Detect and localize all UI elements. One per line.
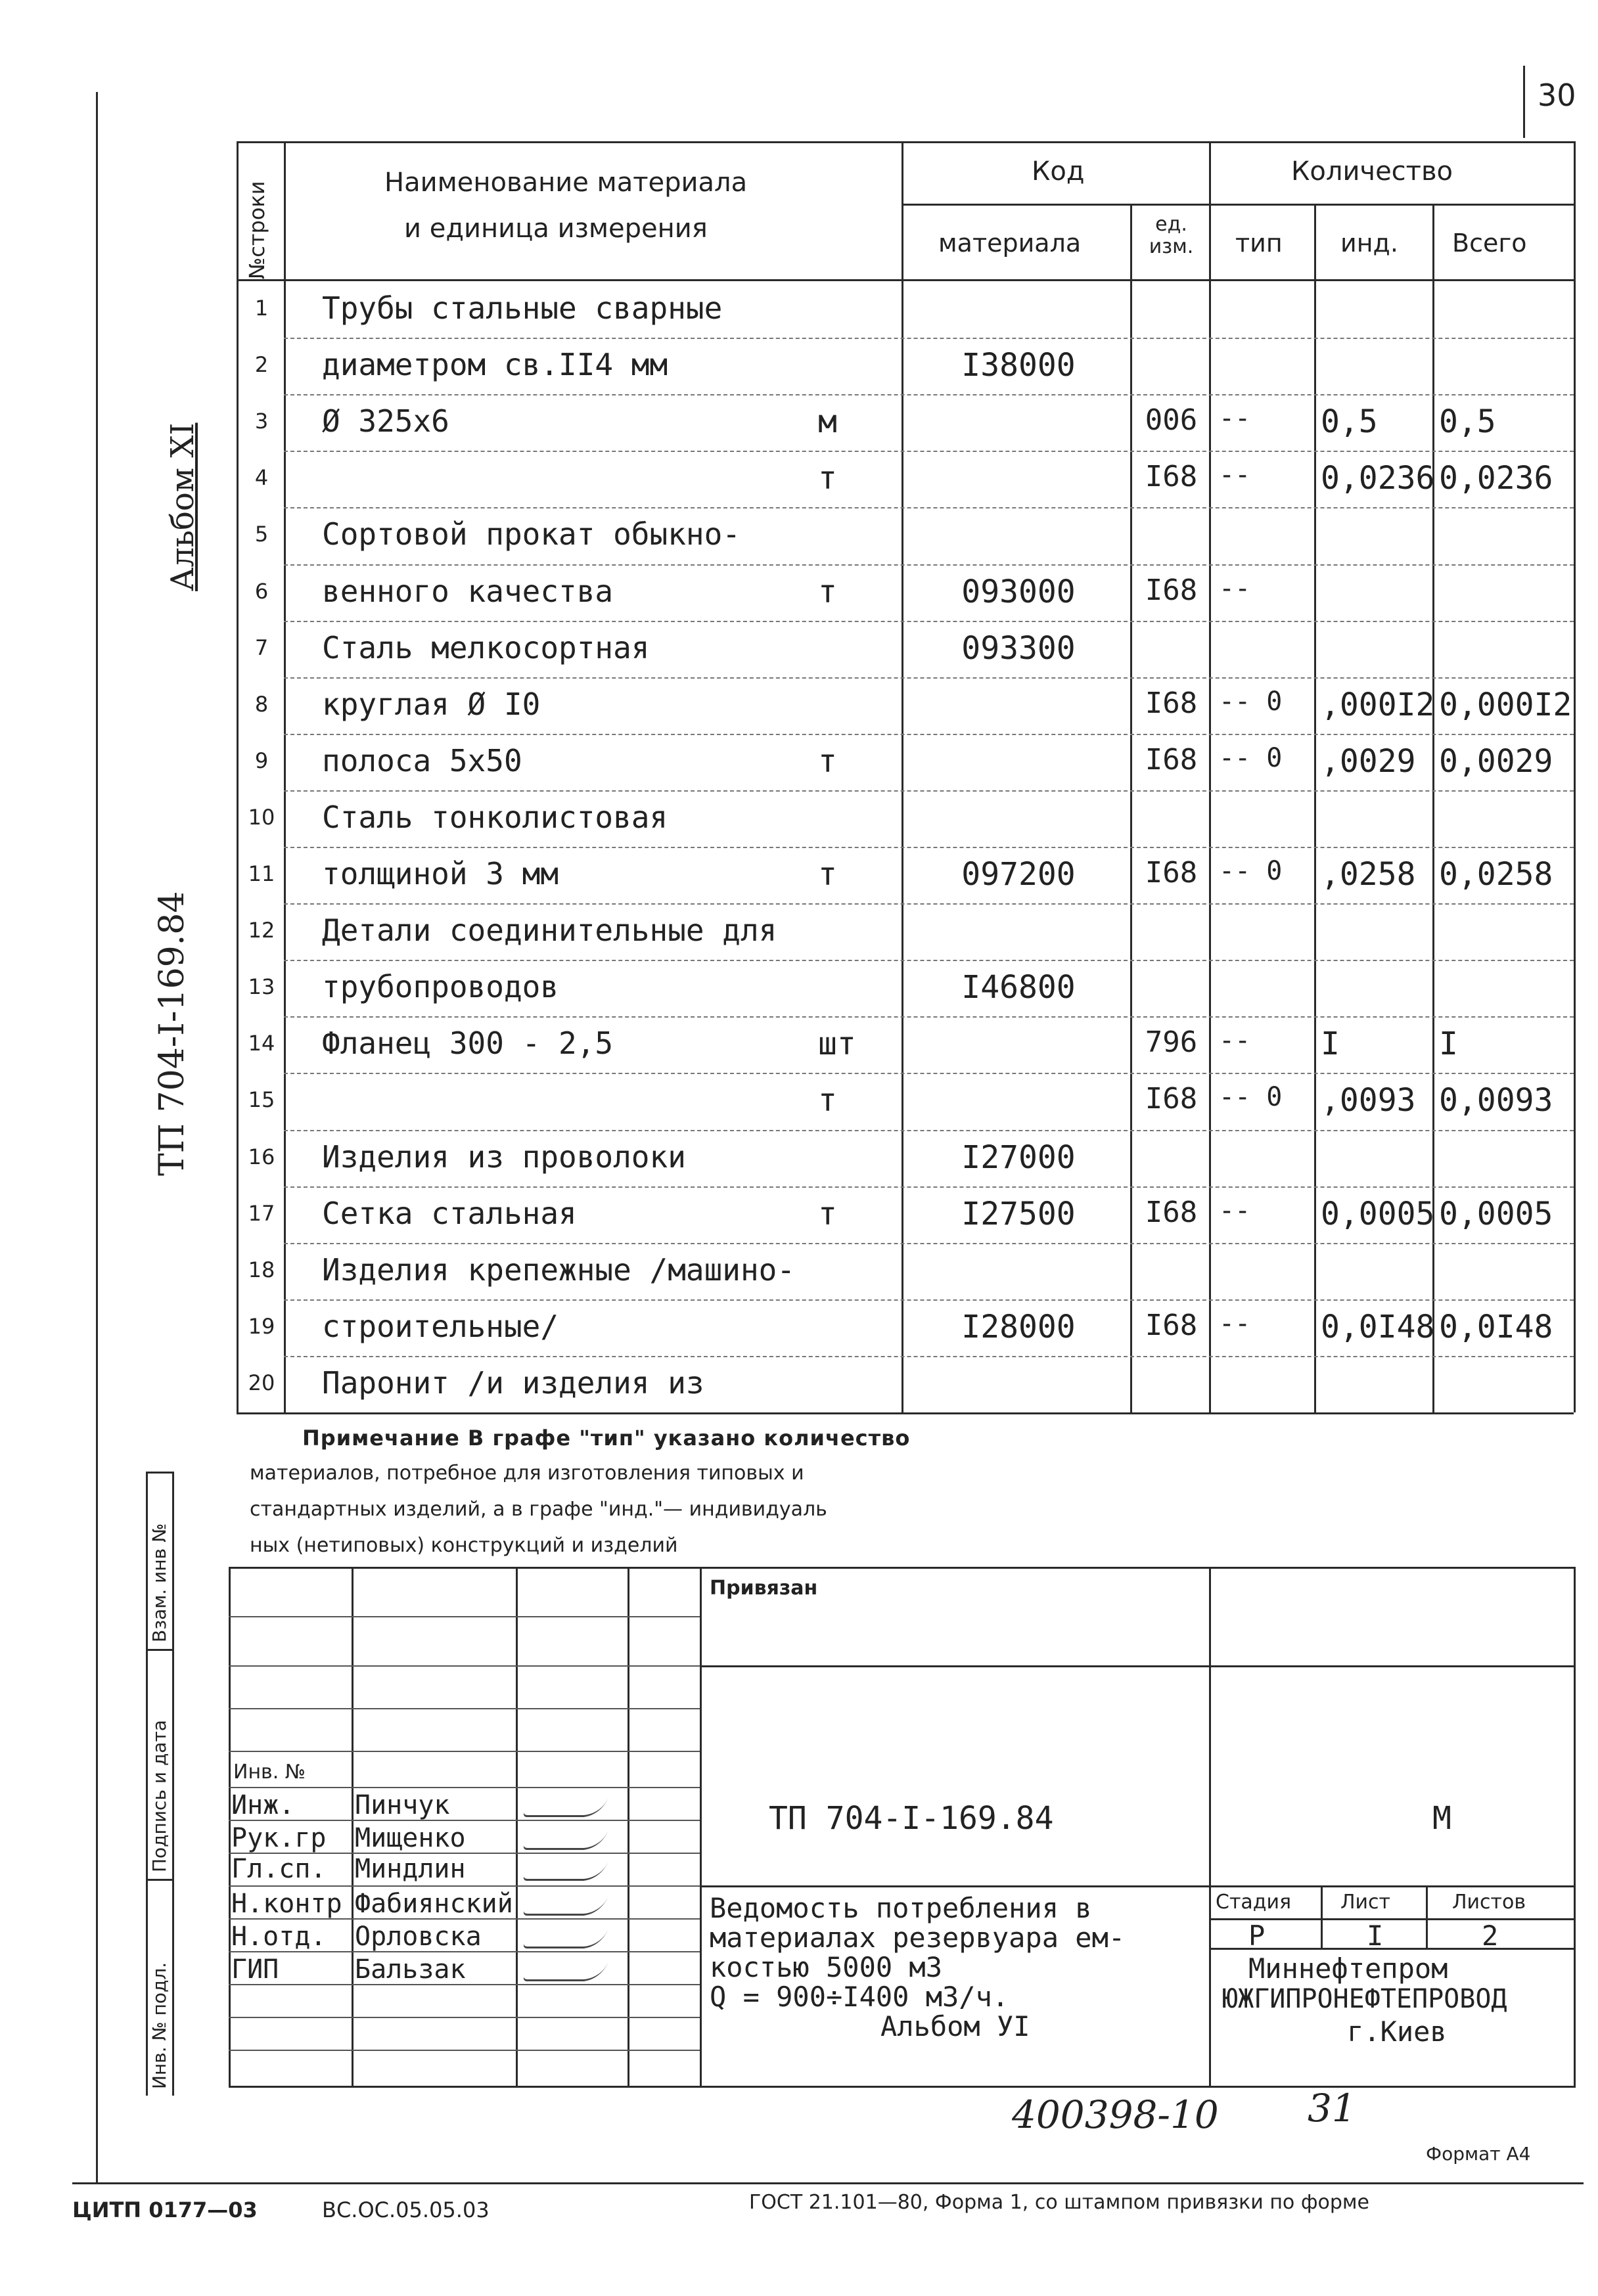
stamp-doc-code: ТП 704-I-169.84 xyxy=(769,1800,1054,1837)
signature xyxy=(522,1831,608,1850)
row-unit-code: 796 xyxy=(1145,1025,1198,1060)
row-name: Трубы стальные сварные xyxy=(322,290,723,326)
stamp-role: Н.отд. xyxy=(231,1922,327,1952)
row-qty-ind: ,0093 xyxy=(1321,1082,1416,1119)
row-qty-ind: ,000I2 xyxy=(1321,686,1435,723)
row-name: диаметром св.II4 мм xyxy=(322,347,668,383)
stadiya-value: Р xyxy=(1248,1920,1266,1952)
stamp-role: Рук.гр xyxy=(231,1823,327,1853)
row-material-code: I46800 xyxy=(961,969,1076,1006)
org-line2: ЮЖГИПРОНЕФТЕПРОВОД xyxy=(1222,1984,1507,2014)
note-line4: ных (нетиповых) конструкций и изделий xyxy=(250,1534,678,1557)
row-name: трубопроводов xyxy=(322,969,559,1005)
qty-type-header: тип xyxy=(1235,229,1283,258)
row-unit-code: I68 xyxy=(1145,1195,1198,1229)
qty-ind-header: инд. xyxy=(1340,229,1398,258)
privyazan-label: Привязан xyxy=(710,1577,818,1600)
row-number: 10 xyxy=(248,804,275,830)
row-qty-total: 0,000I2 xyxy=(1439,686,1572,723)
row-name: Детали соединительные для xyxy=(322,912,777,949)
row-unit: т xyxy=(818,1082,837,1119)
stamp-role: Гл.сп. xyxy=(231,1854,327,1884)
row-unit: т xyxy=(818,1195,837,1232)
frame-left xyxy=(96,92,98,2184)
doc-title-line4: Q = 900÷I400 м3/ч. xyxy=(710,1981,1009,2013)
row-number: 14 xyxy=(248,1031,275,1056)
row-number: 6 xyxy=(254,578,269,604)
row-qty-type: -- 0 xyxy=(1219,1082,1283,1113)
stamp-person-name: Фабиянский xyxy=(355,1889,513,1919)
handwritten-archive-number: 400398-10 xyxy=(1012,2092,1219,2137)
row-number: 5 xyxy=(254,522,269,547)
signature xyxy=(522,1798,608,1817)
row-unit-code: 006 xyxy=(1145,403,1198,438)
row-qty-ind: ,0258 xyxy=(1321,856,1416,893)
row-name: Изделия из проволоки xyxy=(322,1138,686,1175)
row-material-code: I28000 xyxy=(961,1308,1076,1345)
row-name: Изделия крепежные /машино- xyxy=(322,1251,796,1288)
row-qty-total: 0,0258 xyxy=(1439,856,1553,893)
row-number: 20 xyxy=(248,1370,275,1395)
row-qty-total: 0,0005 xyxy=(1439,1195,1553,1232)
row-unit-code: I68 xyxy=(1145,460,1198,494)
footer-code-1: ЦИТП 0177—03 xyxy=(72,2197,258,2222)
row-number: 12 xyxy=(248,918,275,943)
row-number: 16 xyxy=(248,1144,275,1169)
row-qty-total: 0,0093 xyxy=(1439,1082,1553,1119)
album-side-label: Альбом XI xyxy=(164,422,201,591)
row-qty-total: 0,5 xyxy=(1439,403,1496,441)
row-qty-type: -- xyxy=(1219,460,1251,491)
code-unit-header: ед. изм. xyxy=(1149,213,1194,258)
doc-title-line3: костью 5000 м3 xyxy=(710,1951,943,1983)
code-header: Код xyxy=(1032,156,1085,187)
list-label: Лист xyxy=(1340,1891,1391,1914)
row-name: Сталь мелкосортная xyxy=(322,629,650,665)
signature xyxy=(522,1962,608,1981)
row-qty-type: -- xyxy=(1219,1195,1251,1226)
stamp-role: Инж. xyxy=(231,1790,295,1820)
format-label: Формат А4 xyxy=(1426,2143,1531,2165)
row-qty-ind: I xyxy=(1321,1025,1340,1063)
row-name: Паронит /и изделия из xyxy=(322,1364,704,1401)
signature xyxy=(522,1897,608,1916)
note-line2: материалов, потребное для изготовления типовых и xyxy=(250,1462,804,1485)
row-unit-code: I68 xyxy=(1145,686,1198,720)
doc-title-line2: материалах резервуара ем- xyxy=(710,1922,1126,1954)
row-number: 18 xyxy=(248,1257,275,1282)
doc-title-line1: Ведомость потребления в xyxy=(710,1892,1092,1924)
row-qty-ind: 0,0005 xyxy=(1321,1195,1435,1232)
row-number: 13 xyxy=(248,974,275,1000)
stamp-role: Н.контр xyxy=(231,1889,342,1919)
stadiya-label: Стадия xyxy=(1216,1891,1292,1914)
footer-gost: ГОСТ 21.101—80, Форма 1, со штампом привязки по форме xyxy=(749,2191,1369,2214)
row-unit: шт xyxy=(818,1025,856,1063)
row-name: Сталь тонколистовая xyxy=(322,799,668,835)
row-number: 8 xyxy=(254,691,269,717)
row-qty-ind: 0,0I48 xyxy=(1321,1308,1435,1345)
row-number: 19 xyxy=(248,1313,275,1339)
quantity-header: Количество xyxy=(1291,156,1453,187)
row-material-code: 097200 xyxy=(961,856,1076,893)
row-unit-code: I68 xyxy=(1145,742,1198,777)
row-name: Фланец 300 - 2,5 xyxy=(322,1025,614,1062)
note-line1: Примечание В графе "тип" указано количество xyxy=(302,1426,911,1451)
row-qty-total: 0,0236 xyxy=(1439,460,1553,497)
row-qty-type: -- 0 xyxy=(1219,742,1283,773)
vzam-label: Взам. инв № xyxy=(148,1523,170,1642)
row-unit: т xyxy=(818,460,837,497)
page-number: 30 xyxy=(1538,78,1576,113)
handwritten-page-number: 31 xyxy=(1308,2086,1356,2130)
inv-no-label: Инв. № xyxy=(233,1761,306,1784)
row-number: 1 xyxy=(254,296,269,321)
row-material-code: 093300 xyxy=(961,629,1076,667)
row-unit: м xyxy=(818,403,837,441)
row-name: венного качества xyxy=(322,573,614,609)
row-number: 7 xyxy=(254,635,269,660)
row-unit-code: I68 xyxy=(1145,1308,1198,1342)
row-name: полоса 5х50 xyxy=(322,742,522,778)
row-number: 11 xyxy=(248,861,275,886)
row-number: 2 xyxy=(254,352,269,378)
row-unit-code: I68 xyxy=(1145,573,1198,607)
stamp-person-name: Миндлин xyxy=(355,1854,466,1884)
name-header-line1: Наименование материала xyxy=(384,168,748,198)
org-line1: Миннефтепром xyxy=(1248,1952,1448,1985)
row-number: 4 xyxy=(254,465,269,491)
doc-code-side: ТП 704-I-169.84 xyxy=(152,891,192,1176)
listov-value: 2 xyxy=(1482,1920,1499,1952)
row-material-code: 093000 xyxy=(961,573,1076,610)
row-material-code: I27500 xyxy=(961,1195,1076,1232)
doc-title-line5: Альбом УI xyxy=(880,2010,1030,2042)
list-value: I xyxy=(1367,1920,1384,1952)
row-qty-type: -- 0 xyxy=(1219,856,1283,886)
frame-bottom xyxy=(72,2182,1584,2184)
row-qty-type: -- xyxy=(1219,1308,1251,1339)
row-qty-type: -- xyxy=(1219,1025,1251,1056)
row-name: круглая Ø I0 xyxy=(322,686,541,722)
signature xyxy=(522,1862,608,1881)
row-qty-total: 0,0I48 xyxy=(1439,1308,1553,1345)
row-qty-type: -- xyxy=(1219,573,1251,604)
row-number: 9 xyxy=(254,748,269,773)
stamp-role: ГИП xyxy=(231,1954,279,1985)
row-qty-ind: 0,0236 xyxy=(1321,460,1435,497)
code-material-header: материала xyxy=(938,229,1082,258)
row-qty-type: -- xyxy=(1219,403,1251,434)
row-unit: т xyxy=(818,856,837,893)
podpis-label: Подпись и дата xyxy=(148,1720,170,1872)
row-number: 15 xyxy=(248,1087,275,1113)
row-name: толщиной 3 мм xyxy=(322,856,559,891)
row-material-code: I27000 xyxy=(961,1138,1076,1176)
row-no-header: №строки xyxy=(244,181,269,279)
row-unit-code: I68 xyxy=(1145,856,1198,889)
row-unit: т xyxy=(818,573,837,610)
row-qty-total: I xyxy=(1439,1025,1458,1063)
stamp-person-name: Бальзак xyxy=(355,1954,466,1985)
stamp-person-name: Мищенко xyxy=(355,1823,466,1853)
footer-code-2: ВС.ОС.05.05.03 xyxy=(322,2197,490,2222)
row-qty-ind: 0,5 xyxy=(1321,403,1378,441)
row-qty-ind: ,0029 xyxy=(1321,742,1416,780)
row-name: строительные/ xyxy=(322,1308,559,1344)
name-header-line2: и единица измерения xyxy=(404,214,708,244)
row-number: 3 xyxy=(254,409,269,434)
listov-label: Листов xyxy=(1452,1891,1526,1914)
row-qty-total: 0,0029 xyxy=(1439,742,1553,780)
org-line3: г.Киев xyxy=(1347,2015,1447,2048)
signature xyxy=(522,1929,608,1948)
row-qty-type: -- 0 xyxy=(1219,686,1283,717)
row-name: Сортовой прокат обыкно- xyxy=(322,516,741,552)
qty-total-header: Всего xyxy=(1452,229,1527,258)
row-material-code: I38000 xyxy=(961,347,1076,384)
stamp-person-name: Орловска xyxy=(355,1922,482,1952)
stamp-person-name: Пинчук xyxy=(355,1790,450,1820)
inv-label: Инв. № подл. xyxy=(148,1962,170,2089)
note-line3: стандартных изделий, а в графе "инд."— индивидуаль xyxy=(250,1498,827,1521)
row-unit-code: I68 xyxy=(1145,1082,1198,1116)
stamp-letter: М xyxy=(1432,1800,1451,1837)
row-number: 17 xyxy=(248,1200,275,1226)
row-unit: т xyxy=(818,742,837,780)
row-name: Сетка стальная xyxy=(322,1195,577,1231)
row-name: Ø 325х6 xyxy=(322,403,449,439)
